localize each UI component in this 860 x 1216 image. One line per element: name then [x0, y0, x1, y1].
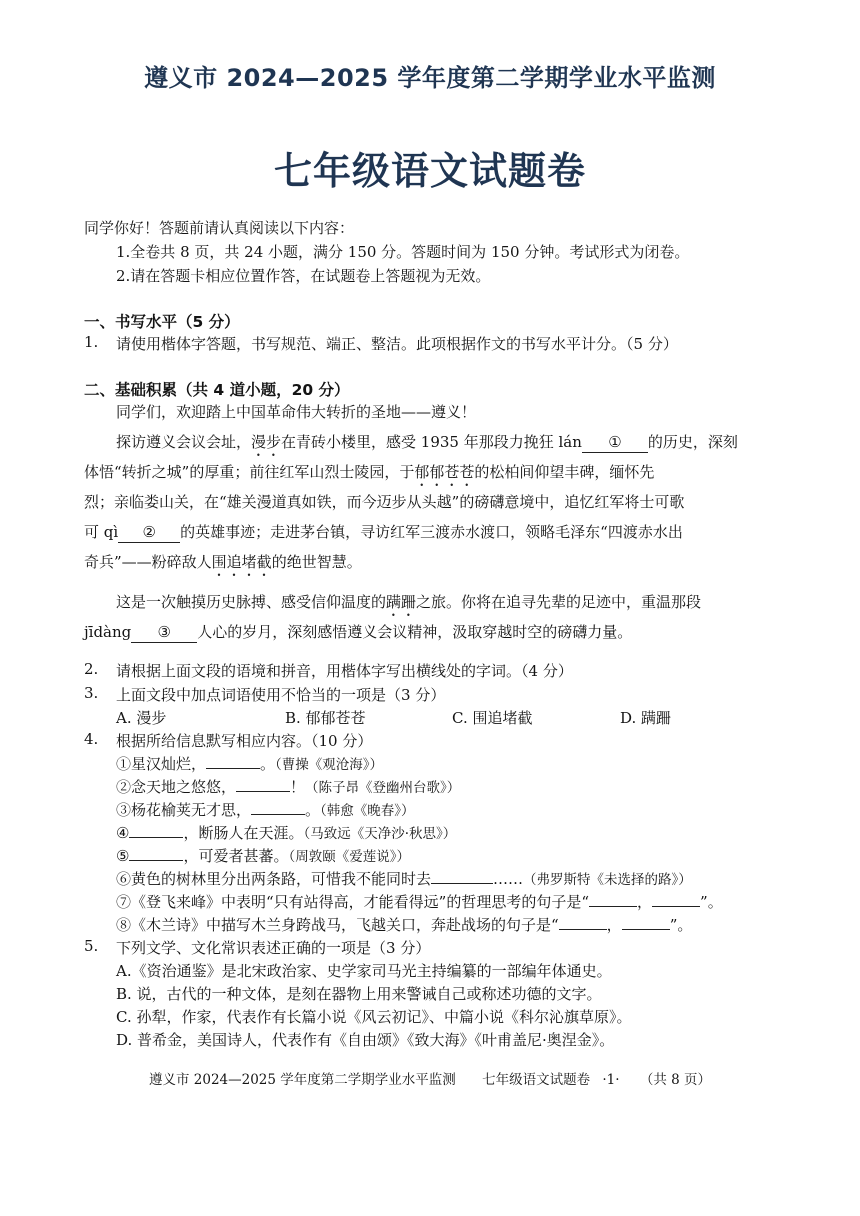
question-3-option-d: D. 蹒跚: [620, 709, 672, 727]
question-5-number: 5.: [84, 937, 99, 955]
passage-line-7: jīdàng ③ 人心的岁月，深刻感悟遵义会议精神，汲取穿越时空的磅礴力量。: [84, 623, 633, 641]
question-2-number: 2.: [84, 660, 99, 678]
dotted-word-panshan: 蹒跚: [386, 593, 417, 611]
recite-item-6: ⑥黄色的树林里分出两条路，可惜我不能同时去 ……（弗罗斯特《未选择的路》）: [116, 870, 692, 888]
footer-paper-name: 七年级语文试题卷: [482, 1072, 591, 1088]
passage-line-3: 烈；亲临娄山关，在“雄关漫道真如铁，而今迈步从头越”的磅礴意境中，追忆红军将士可歌: [84, 493, 685, 511]
passage-line-6: 这是一次触摸历史脉搏、感受信仰温度的蹒跚之旅。你将在追寻先辈的足迹中，重温那段: [116, 593, 702, 611]
question-3-option-a: A. 漫步: [116, 709, 167, 727]
instructions-item-2: 2.请在答题卡相应位置作答，在试题卷上答题视为无效。: [116, 267, 491, 285]
question-5-option-a: A.《资治通鉴》是北宋政治家、史学家司马光主持编纂的一部编年体通史。: [116, 962, 612, 980]
section-2-heading: 二、基础积累（共 4 道小题，20 分）: [84, 381, 350, 399]
passage-line-1: 探访遵义会议会址，漫步在青砖小楼里，感受 1935 年那段力挽狂 lán ① 的历史，深刻: [116, 433, 738, 451]
passage-intro: 同学们，欢迎踏上中国革命伟大转折的圣地——遵义！: [116, 403, 477, 421]
question-3-option-b: B. 郁郁苍苍: [285, 709, 366, 727]
recite-item-8: ⑧《木兰诗》中描写木兰身跨战马，飞越关口，奔赴战场的句子是“ ， ”。: [116, 916, 693, 934]
recite-item-2: ②念天地之悠悠， ！（陈子昂《登幽州台歌》）: [116, 778, 461, 796]
question-3-number: 3.: [84, 684, 99, 702]
footer-exam-name: 遵义市 2024—2025 学年度第二学期学业水平监测: [148, 1072, 456, 1088]
question-5-option-d: D. 普希金，美国诗人，代表作有《自由颂》《致大海》《叶甫盖尼·奥涅金》。: [116, 1031, 615, 1049]
answer-blank: [251, 814, 305, 815]
question-4-text: 根据所给信息默写相应内容。（10 分）: [116, 732, 373, 750]
footer-total-pages: （共 8 页）: [639, 1072, 712, 1088]
answer-blank: [622, 929, 670, 930]
section-1-heading: 一、书写水平（5 分）: [84, 313, 240, 331]
paper-title: 七年级语文试题卷: [273, 149, 586, 193]
question-5-option-b: B. 说，古代的一种文体，是刻在器物上用来警诫自己或称述功德的文字。: [116, 985, 602, 1003]
answer-blank: [652, 906, 700, 907]
answer-blank: [206, 768, 260, 769]
question-3-option-c: C. 围追堵截: [452, 709, 533, 727]
question-5-option-c: C. 孙犁，作家，代表作有长篇小说《风云初记》、中篇小说《科尔沁旗草原》。: [116, 1008, 632, 1026]
recite-item-7: ⑦《登飞来峰》中表明“只有站得高，才能看得远”的哲理思考的句子是“ ， ”。: [116, 893, 723, 911]
question-4-number: 4.: [84, 730, 99, 748]
recite-item-1: ①星汉灿烂， 。（曹操《观沧海》）: [116, 755, 384, 773]
recite-item-4: ④ ，断肠人在天涯。（马致远《天净沙·秋思》）: [116, 824, 457, 842]
question-1-text: 请使用楷体字答题，书写规范、端正、整洁。此项根据作文的书写水平计分。（5 分）: [116, 335, 678, 353]
passage-line-4: 可 qì ② 的英雄事迹；走进茅台镇，寻访红军三渡赤水渡口，领略毛泽东“四渡赤水出: [84, 523, 683, 541]
recite-item-3: ③杨花榆荚无才思， 。（韩愈《晚春》）: [116, 801, 415, 819]
answer-blank: [559, 929, 607, 930]
dotted-word-yuyucangcang: 郁郁苍苍: [414, 463, 475, 481]
instructions-item-1: 1.全卷共 8 页，共 24 小题，满分 150 分。答题时间为 150 分钟。考试形式为闭卷。: [116, 243, 690, 261]
page-footer: [0, 1068, 860, 1088]
blank-1: ①: [582, 432, 648, 453]
answer-blank: [129, 860, 183, 861]
answer-blank: [589, 906, 637, 907]
question-1-number: 1.: [84, 333, 99, 351]
blank-3: ③: [131, 622, 197, 643]
instructions-greeting: 同学你好！答题前请认真阅读以下内容：: [84, 219, 355, 237]
answer-blank: [431, 883, 493, 884]
question-3-text: 上面文段中加点词语使用不恰当的一项是（3 分）: [116, 686, 446, 704]
answer-blank: [236, 791, 290, 792]
recite-item-5: ⑤ ，可爱者甚蕃。（周敦颐《爱莲说》）: [116, 847, 410, 865]
question-5-text: 下列文学、文化常识表述正确的一项是（3 分）: [116, 939, 431, 957]
footer-page-number: ·1·: [602, 1072, 620, 1088]
passage-line-2: 体悟“转折之城”的厚重；前往红军山烈士陵园，于郁郁苍苍的松柏间仰望丰碑，缅怀先: [84, 463, 655, 481]
blank-2: ②: [118, 522, 180, 543]
question-2-text: 请根据上面文段的语境和拼音，用楷体字写出横线处的字词。（4 分）: [116, 662, 573, 680]
passage-line-5: 奇兵”——粉碎敌人围追堵截的绝世智慧。: [84, 553, 362, 571]
answer-blank: [129, 837, 183, 838]
dotted-word-weizhuidujie: 围追堵截: [211, 553, 272, 571]
dotted-word-manbu: 漫步: [251, 433, 282, 451]
exam-title: 遵义市 2024—2025 学年度第二学期学业水平监测: [144, 64, 716, 92]
